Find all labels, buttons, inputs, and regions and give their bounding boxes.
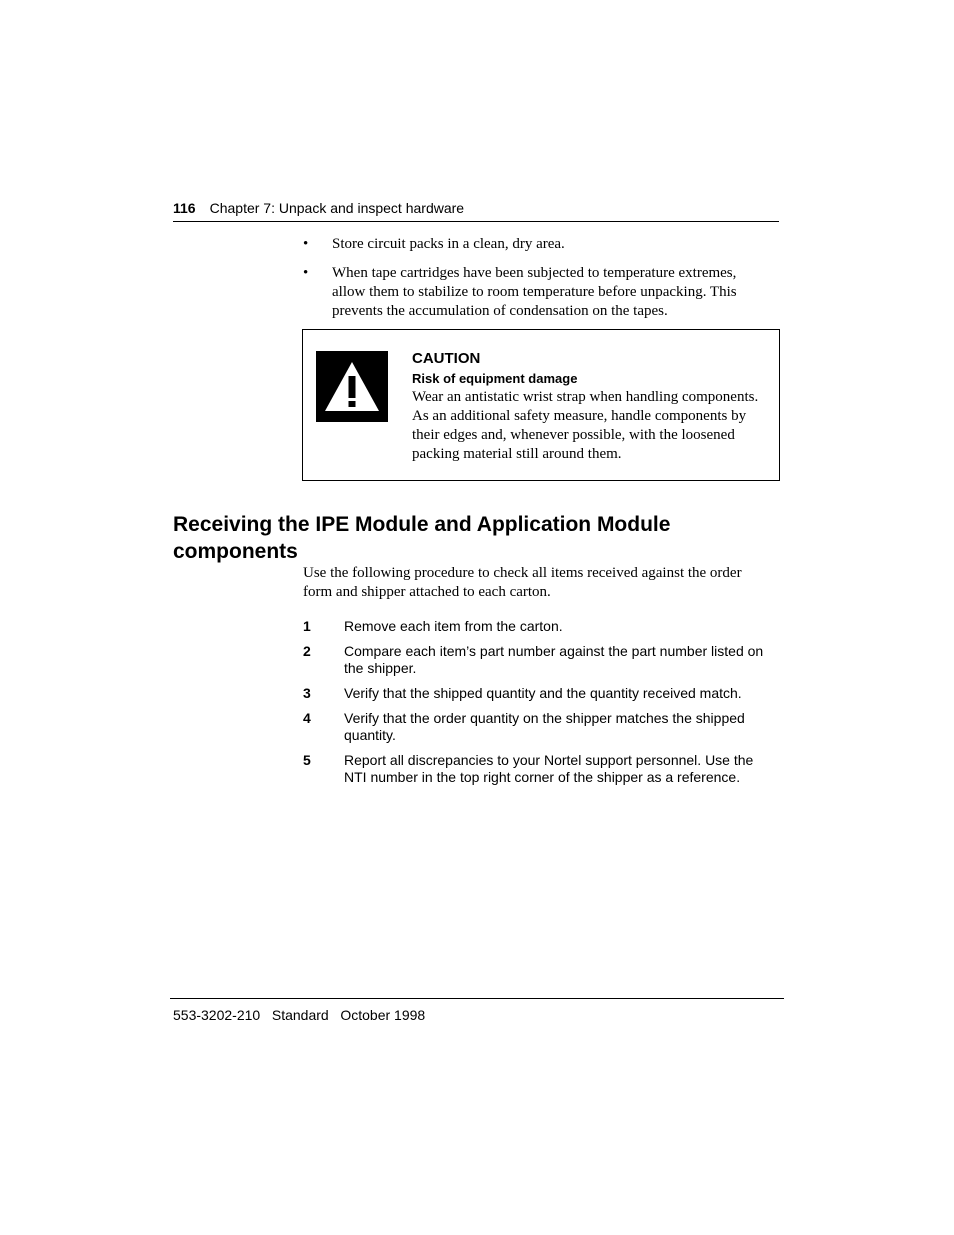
step-text: Report all discrepancies to your Nortel support personnel. Use the NTI number in the top right corner of the shipper as a reference. bbox=[344, 752, 754, 785]
caution-text bbox=[412, 350, 772, 464]
bullet-marker: • bbox=[303, 236, 309, 252]
step-text: Remove each item from the carton. bbox=[344, 618, 563, 634]
procedure-step bbox=[303, 643, 773, 677]
bullet-text: Store circuit packs in a clean, dry area. bbox=[332, 236, 565, 252]
page-number: 116 bbox=[173, 200, 196, 216]
publication-date: October 1998 bbox=[340, 1007, 426, 1023]
running-footer bbox=[173, 1007, 425, 1024]
step-text: Verify that the order quantity on the shipper matches the shipped quantity. bbox=[344, 710, 745, 743]
procedure-step bbox=[303, 685, 773, 702]
bullet-item bbox=[303, 264, 773, 321]
procedure-step bbox=[303, 710, 773, 744]
bullet-item bbox=[303, 235, 773, 254]
bullet-text: When tape cartridges have been subjected to temperature extremes, allow them to stabilize to room temperature before unpacking. This prevents the accumulation of condensation on the tapes. bbox=[332, 265, 737, 319]
step-number: 1 bbox=[303, 618, 311, 634]
caution-title: CAUTION bbox=[412, 350, 481, 367]
bullet-list bbox=[303, 235, 773, 331]
chapter-title: Chapter 7: Unpack and inspect hardware bbox=[209, 200, 465, 216]
caution-body: Wear an antistatic wrist strap when handling components. As an additional safety measure, handle components by their edges and, whenever possible, with the loosened packing material still around them. bbox=[412, 389, 759, 462]
warning-triangle-icon bbox=[316, 351, 388, 422]
procedure-steps bbox=[303, 618, 773, 794]
caution-box bbox=[302, 329, 780, 481]
step-text: Verify that the shipped quantity and the quantity received match. bbox=[344, 685, 742, 701]
procedure-step bbox=[303, 752, 773, 786]
footer-divider bbox=[170, 998, 784, 999]
section-heading: Receiving the IPE Module and Application Module components bbox=[173, 513, 671, 563]
caution-subtitle: Risk of equipment damage bbox=[412, 371, 578, 386]
bullet-marker: • bbox=[303, 265, 309, 281]
step-number: 2 bbox=[303, 643, 311, 659]
running-header bbox=[173, 200, 779, 222]
procedure-step bbox=[303, 618, 773, 635]
step-number: 4 bbox=[303, 710, 311, 726]
section-intro: Use the following procedure to check all items received against the order form and shipper attached to each carton. bbox=[303, 565, 742, 600]
step-number: 3 bbox=[303, 685, 311, 701]
step-text: Compare each item’s part number against the part number listed on the shipper. bbox=[344, 643, 764, 676]
document-number: 553-3202-210 bbox=[173, 1007, 261, 1023]
document-status: Standard bbox=[271, 1007, 329, 1023]
step-number: 5 bbox=[303, 752, 311, 768]
